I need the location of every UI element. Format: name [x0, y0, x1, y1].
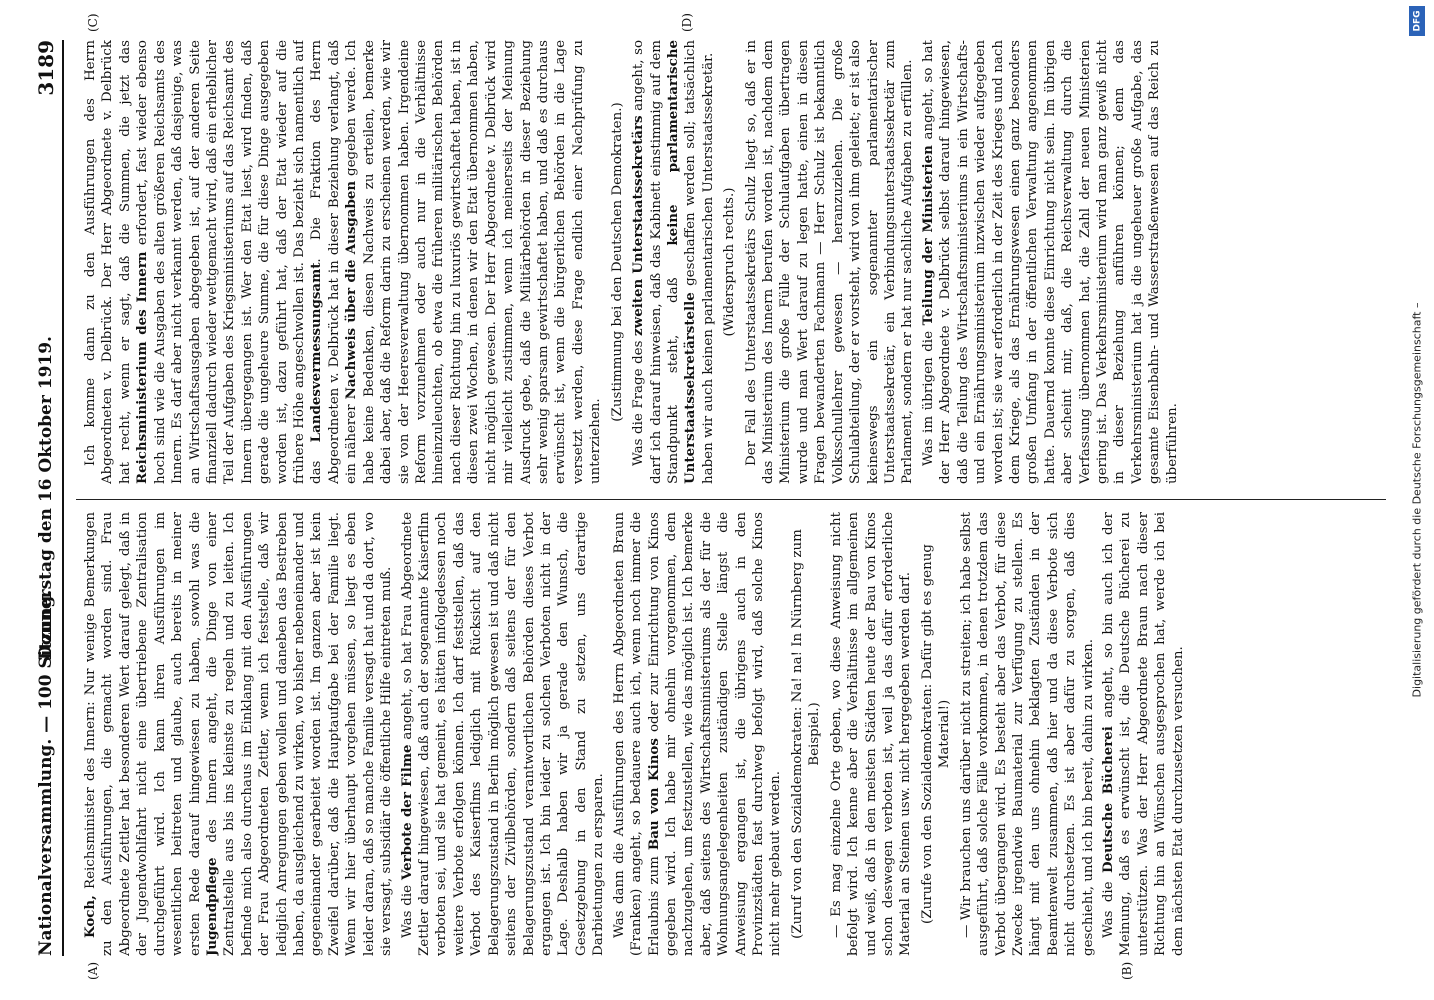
left-column — [82, 512, 1382, 956]
paragraph: Der Fall des Unterstaatssekretärs Schulz liegt so, daß er in das Ministerium des Innern berufen worden ist, nachdem dem Ministerium die große Fülle der Schulaufgaben übertragen wurde und man Wert darauf zu legen hatte, einen in diesen Fragen bewanderten Fachmann — Herr Schulz ist bekanntlich Volksschullehrer gewesen — heranzuziehen. Die große Schulabteilung, der er vorsteht, wird von ihm geleitet; er ist also keineswegs ein sogenannter parlamentarischer Unterstaatssekretär, ein Verbindungsunterstaatssekretär zum Parlament, sondern er hat nur sachliche Aufgaben zu erfüllen. — [743, 40, 916, 484]
column-divider — [76, 499, 1386, 500]
paragraph: Was im übrigen die Teilung der Ministerien angeht, so hat der Herr Abgeordnete v. Delbrück selbst darauf hingewiesen, daß die Teilung des Wirtschaftsministeriums in ein Wirtschafts- und ein Ernährungsministerium inzwischen wieder aufgegeben worden ist; sie war erforderlich in der Zeit des Krieges und nach dem Kriege, als das Ernährungswesen einen ganz besonders großen Umfang in der öffentlichen Verwaltung angenommen hatte. Dauernd konnte diese Einrichtung nicht sein. Im übrigen aber scheint mir, daß, die Reichsverwaltung durch die Verfassung übernommen hat, die Zahl der neuen Ministerien gering ist. Das Verkehrsministerium wird man ganz gewiß nicht in dieser Beziehung anführen können; denn das Verkehrsministerium hat ja die ungeheuer große Aufgabe, das gesamte Eisenbahn- und Wasserstraßenwesen auf das Reich zu überführen. — [919, 40, 1180, 484]
margin-marker-d: (D) — [680, 13, 694, 32]
margin-marker-a: (A) — [86, 961, 100, 980]
interjection: (Zustimmung bei den Deutschen Demokraten.) — [609, 102, 625, 422]
paragraph: Was die Frage des zweiten Unterstaatssekretärs angeht, so darf ich darauf hinweisen, daß das Kabinett einstimmig auf dem Standpunkt steht, daß keine parlamentarische Unterstaatssekretärstelle geschaffen werden soll; tatsächlich haben wir auch keinen parlamentarischen Unterstaatssekretär. — [630, 40, 716, 484]
paragraph: Was dann die Ausführungen des Herrn Abgeordneten Braun (Franken) angeht, so bedauere auch ich, wenn noch immer die Erlaubnis zum Bau von Kinos oder zur Einrichtung von Kinos gegeben wird. Ich habe mir ohnehin vorgenommen, dem nachzugehen, um festzustellen, wie das möglich ist. Ich bemerke aber, daß seitens des Wirtschaftsministeriums als der für die Wohnungsangelegenheiten zuständigen Stelle längst die Anweisung ergangen ist, die übrigens auch in den Provinzstädten fast durchweg befolgt wird, daß solche Kinos nicht mehr gebaut werden. — [611, 512, 784, 956]
funding-note: Digitalisierung gefördert durch die Deutsche Forschungsgemeinschaft – — [1410, 302, 1424, 698]
margin-marker-c: (C) — [86, 13, 100, 32]
digitization-sidebar — [1400, 0, 1434, 1000]
interjection: (Zurufe von den Sozialdemokraten: Dafür gibt es genug Material!) — [919, 544, 953, 924]
speaker-name: Koch, — [82, 895, 98, 938]
header-date: Donnerstag den 16 Oktober 1919. — [36, 336, 56, 660]
header-left: Nationalversammlung. — 100 Sitzung. — [36, 589, 56, 956]
page-number: 3189 — [34, 40, 58, 96]
interjection: (Widerspruch rechts.) — [722, 187, 738, 337]
page-header — [32, 40, 64, 956]
paragraph: — Es mag einzelne Orte geben, wo diese Anweisung nicht befolgt wird. Ich kenne aber die Verhältnisse im allgemeinen und weiß, daß in den meisten Städten heute der Bau von Kinos schon deswegen verboten ist, weil ja das dafür erforderliche Material an Steinen usw. nicht hergegeben werden darf. — [828, 512, 914, 956]
dfg-logo: DFG — [1409, 6, 1425, 36]
paragraph: — Wir brauchen uns darüber nicht zu streiten; ich habe selbst ausgeführt, daß solche Fälle vorkommen, in denen trotzdem das Verbot übergangen wird. Es besteht aber das Verbot, für diese Zwecke irgendwie Baumaterial zur Verfügung zu stellen. Es hängt mit den uns ohnehin beklagten Zuständen in der Beamtenwelt zusammen, daß hier und da diese Verbote sich nicht durchsetzen. Es ist aber dafür zu sorgen, daß dies geschieht, und ich bin bereit, dahin zu wirken. — [958, 512, 1096, 956]
paragraph: Koch, Reichsminister des Innern: Nur wenige Bemerkungen zu den Ausführungen, die gemacht worden sind. Frau Abgeordnete Zettler hat besonderen Wert darauf gelegt, daß in der Jugendwohlfahrt nicht eine übertriebene Zentralisation durchgeführt wird. Ich kann ihren Ausführungen im wesentlichen beitreten und glaube, auch bereits in meiner ersten Rede darauf hingewiesen zu haben, sowohl was die Jugendpflege des Innern angeht, die Dinge von einer Zentralstelle aus bis ins kleinste zu regeln und zu leiten. Ich befinde mich also durchaus im Einklang mit den Ausführungen der Frau Abgeordneten Zettler, wenn ich feststelle, daß wir lediglich Anregungen geben wollen und daneben das Bestreben haben, da ausgleichend zu wirken, wo bisher nebeneinander und gegeneinander gearbeitet worden ist. Im ganzen aber ist kein Zweifel darüber, daß die Hauptaufgabe bei der Familie liegt. Wenn wir hier überhaupt vorgehen müssen, so liegt es eben leider daran, daß so manche Familie versagt hat und da dort, wo sie versagt, subsidiär die öffentliche Hilfe eintreten muß. — [82, 512, 395, 956]
paragraph: Ich komme dann zu den Ausführungen des Herrn Abgeordneten v. Delbrück. Der Herr Abgeordnete v. Delbrück hat recht, wenn er sagt, daß die Summen, die jetzt das Reichsministerium des Innern erfordert, fast wieder ebenso hoch sind wie die Ausgaben des alten größeren Reichsamts des Innern. Es darf aber nicht verkannt werden, daß dasjenige, was an Wirtschaftsausgaben abgegeben ist, auf der anderen Seite finanziell dadurch wieder wettgemacht wird, daß ein erheblicher Teil der Aufgaben des Kriegsministeriums auf das Reichsamt des Innern übergegangen ist. Wer den Etat liest, wird finden, daß gerade die ungeheure Summe, die für diese Dinge ausgegeben worden ist, dazu geführt hat, daß der Etat wieder auf die frühere Höhe angeschwollen ist. Das bezieht sich namentlich auf das Landesvermessungsamt. Die Fraktion des Herrn Abgeordneten v. Delbrück hat in dieser Beziehung verlangt, daß ein näherer Nachweis über die Ausgaben gegeben werde. Ich habe keine Bedenken, diesen Nachweis zu erteilen, bemerke dabei aber, daß die Reform darin zu erscheinen werden, wie wir sie von der Heeresverwaltung übernommen haben. Irgendeine Reform vorzunehmen oder auch nur in die Verhältnisse hineinzuleuchten, ob etwa die früheren militärischen Behörden nach dieser Richtung hin zu luxuriös gewirtschaftet haben, ist in diesen zwei Wochen, in denen wir den Etat übernommen haben, nicht möglich gewesen. Der Herr Abgeordnete v. Delbrück wird mir vielleicht zustimmen, wenn ich meinerseits der Meinung Ausdruck gebe, daß die Militärbehörden in dieser Beziehung sehr wenig sparsam gewirtschaftet haben, und daß es durchaus erwünscht ist, wenn die bürgerlichen Behörden in die Lage versetzt werden, diese Frage endlich einer Nachprüfung zu unterziehen. — [83, 40, 604, 484]
margin-marker-b: (B) — [1120, 961, 1134, 980]
right-column — [82, 40, 1382, 484]
paragraph: Was die Verbote der Filme angeht, so hat Frau Abgeordnete Zettler darauf hingewiesen, daß auch der sogenannte Kaiserfilm verboten sei, und sie hat gemeint, es hätten infolgedessen noch weitere Verbote erfolgen können. Ich darf feststellen, daß das Verbot des Kaiserfilms lediglich mit Rücksicht auf den Belagerungszustand in Berlin möglich gewesen ist und daß nicht seitens der Zivilbehörden, sondern daß seitens der für den Belagerungszustand verantwortlichen Behörden dieses Verbot ergangen ist. Ich bin leider zu solchen Verboten nicht in der Lage. Deshalb haben wir ja gerade den Wunsch, die Gesetzgebung in den Stand zu setzen, uns derartige Darbietungen zu ersparen. — [398, 512, 607, 956]
interjection: (Zuruf von den Sozialdemokraten: Na! na! In Nürnberg zum Beispiel.) — [789, 529, 823, 939]
paragraph: Was die Deutsche Bücherei angeht, so bin auch ich der Meinung, daß es erwünscht ist, die Deutsche Bücherei zu unterstützen. Was der Herr Abgeordnete Braun nach dieser Richtung hin an Wünschen ausgesprochen hat, werde ich bei dem nächsten Etat durchzusetzen versuchen. — [1100, 512, 1186, 956]
